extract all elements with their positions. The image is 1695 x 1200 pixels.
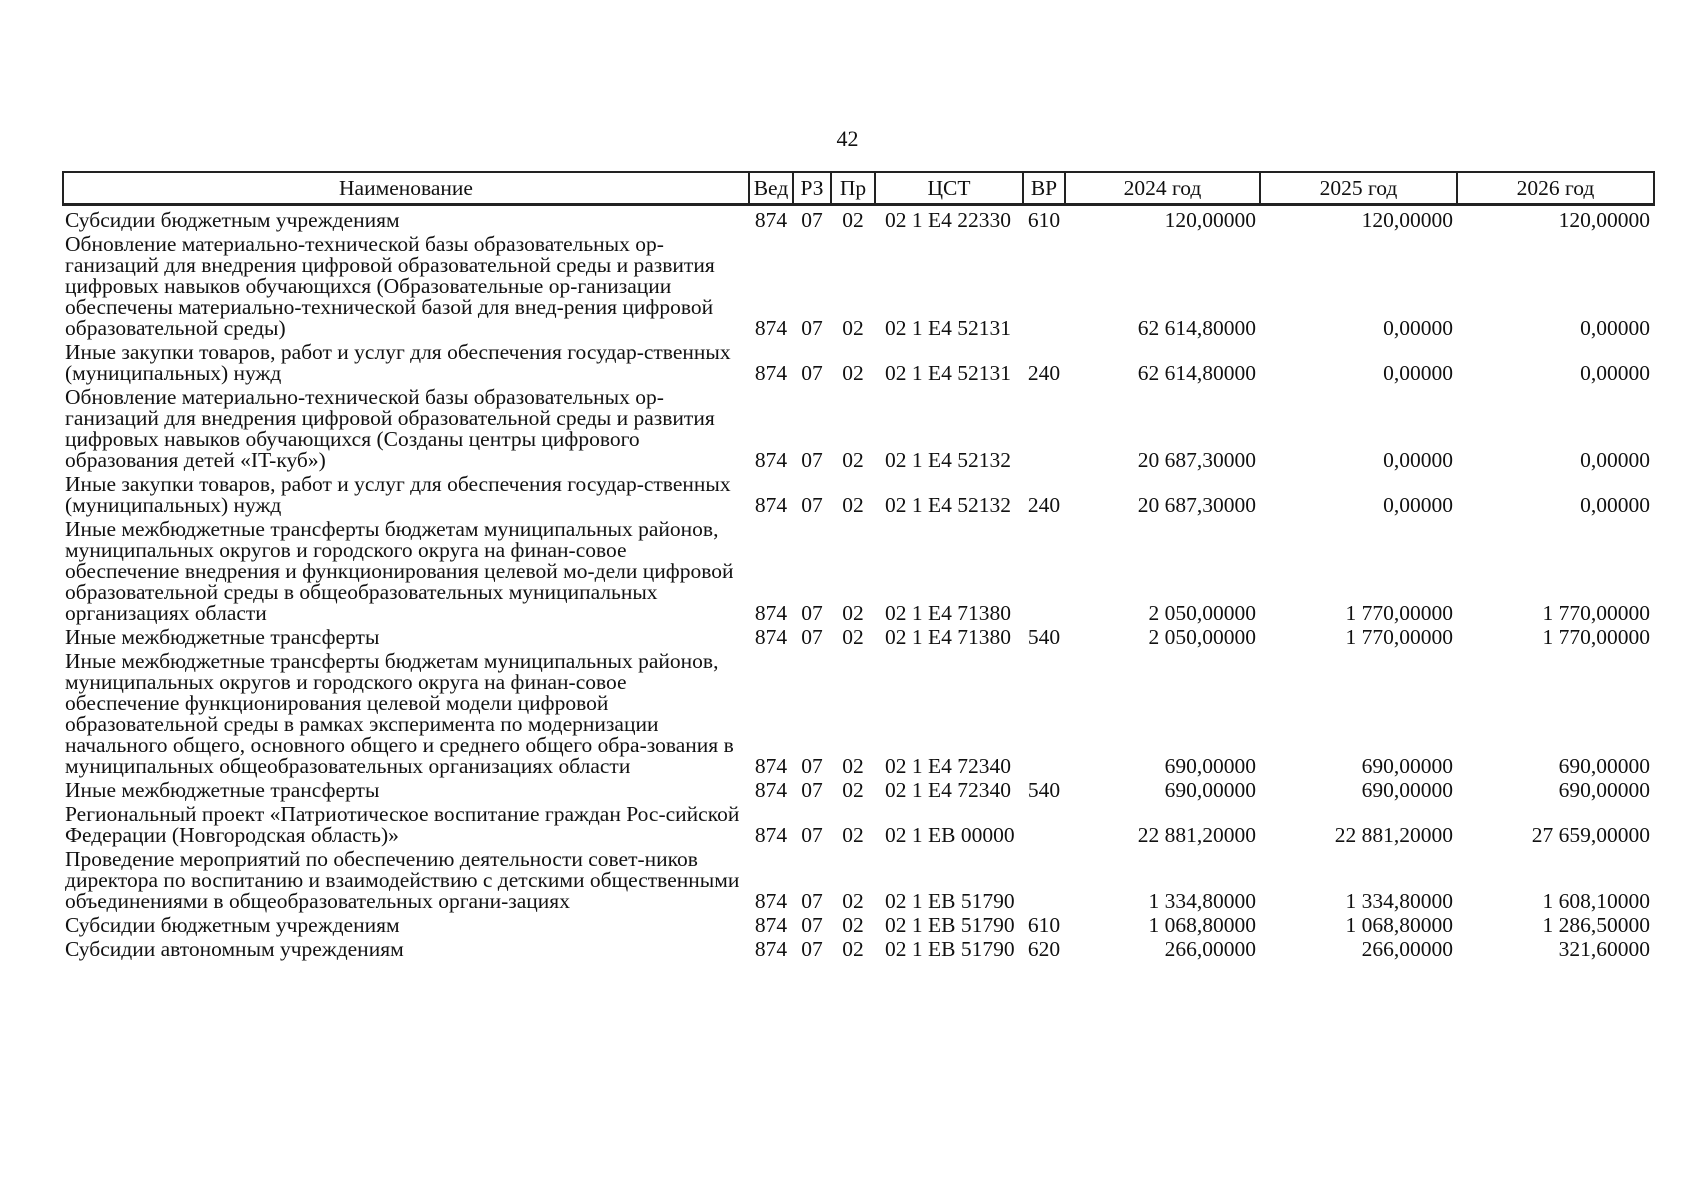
cell-cst: 02 1 ЕВ 51790	[885, 889, 1015, 913]
cell-name: Субсидии бюджетным учреждениям	[65, 913, 400, 937]
cell-ved: 874	[754, 937, 788, 961]
cell-cst: 02 1 Е4 52132	[885, 448, 1012, 472]
cell-2025: 22 881,20000	[1334, 823, 1453, 847]
cell-rz: 07	[801, 754, 823, 778]
cell-2024: 62 614,80000	[1137, 361, 1256, 385]
cell-2024: 2 050,00000	[1148, 625, 1256, 649]
cell-2024: 1 334,80000	[1148, 889, 1256, 913]
table-row	[63, 779, 1654, 803]
cell-vr: 540	[1027, 778, 1061, 802]
budget-table	[62, 171, 1655, 962]
cell-2025: 120,00000	[1361, 208, 1453, 232]
cell-vr	[1023, 518, 1065, 626]
cell-vr: 240	[1027, 361, 1061, 385]
cell-2024: 62 614,80000	[1137, 316, 1256, 340]
cell-2025: 1 770,00000	[1345, 601, 1453, 625]
cell-2026: 0,00000	[1580, 493, 1650, 517]
cell-cst: 02 1 Е4 72340	[885, 778, 1012, 802]
cell-name: Субсидии автономным учреждениям	[65, 937, 404, 961]
cell-vr	[1023, 650, 1065, 779]
cell-2026: 690,00000	[1558, 754, 1650, 778]
cell-ved: 874	[754, 316, 788, 340]
cell-cst: 02 1 Е4 72340	[885, 754, 1012, 778]
cell-2025: 266,00000	[1361, 937, 1453, 961]
table-row	[63, 803, 1654, 848]
header-2025: 2025 год	[1260, 172, 1457, 205]
cell-ved: 874	[754, 625, 788, 649]
cell-2026: 321,60000	[1558, 937, 1650, 961]
cell-vr	[1023, 803, 1065, 848]
cell-2026: 120,00000	[1558, 208, 1650, 232]
header-name: Наименование	[63, 172, 749, 205]
cell-2026: 0,00000	[1580, 361, 1650, 385]
cell-2024: 690,00000	[1164, 754, 1256, 778]
cell-2025: 0,00000	[1383, 316, 1453, 340]
cell-name: Иные межбюджетные трансферты	[65, 625, 380, 649]
cell-name: Иные закупки товаров, работ и услуг для обеспечения государ-ственных (муниципальных) нужд	[65, 340, 731, 385]
cell-ved: 874	[754, 913, 788, 937]
cell-2025: 1 068,80000	[1345, 913, 1453, 937]
cell-2024: 20 687,30000	[1137, 448, 1256, 472]
table-row	[63, 205, 1654, 234]
cell-2026: 1 286,50000	[1542, 913, 1650, 937]
cell-2025: 1 334,80000	[1345, 889, 1453, 913]
cell-rz: 07	[801, 913, 823, 937]
cell-cst: 02 1 ЕВ 51790	[885, 937, 1015, 961]
cell-name: Иные межбюджетные трансферты бюджетам муниципальных районов, муниципальных округов и городского округа на финан-совое обеспечение внедрения и функционирования целевой мо-дели цифровой образовательной среды в общеобразовательных муниципальных организациях области	[65, 517, 734, 625]
cell-2024: 1 068,80000	[1148, 913, 1256, 937]
cell-rz: 07	[801, 448, 823, 472]
cell-cst: 02 1 ЕВ 00000	[885, 823, 1015, 847]
cell-pr: 02	[842, 625, 864, 649]
cell-name: Обновление материально-технической базы образовательных ор-ганизаций для внедрения цифровой образовательной среды и развития цифровых навыков обучающихся (Созданы центры цифрового образования детей «IT-куб»)	[65, 385, 715, 472]
table-row	[63, 848, 1654, 914]
cell-cst: 02 1 Е4 52131	[885, 316, 1012, 340]
cell-rz: 07	[801, 208, 823, 232]
cell-pr: 02	[842, 208, 864, 232]
table-body	[63, 205, 1654, 963]
cell-2025: 1 770,00000	[1345, 625, 1453, 649]
cell-vr: 620	[1027, 937, 1061, 961]
table-header-row	[63, 172, 1654, 205]
cell-cst: 02 1 Е4 52132	[885, 493, 1012, 517]
cell-pr: 02	[842, 601, 864, 625]
cell-ved: 874	[754, 823, 788, 847]
cell-2024: 120,00000	[1164, 208, 1256, 232]
cell-name: Иные межбюджетные трансферты	[65, 778, 380, 802]
cell-rz: 07	[801, 493, 823, 517]
cell-2026: 690,00000	[1558, 778, 1650, 802]
cell-2026: 1 770,00000	[1542, 625, 1650, 649]
cell-vr: 610	[1027, 208, 1061, 232]
page-number: 42	[836, 126, 859, 151]
table-row	[63, 938, 1654, 962]
header-rz: РЗ	[793, 172, 831, 205]
cell-2026: 0,00000	[1580, 448, 1650, 472]
cell-vr	[1023, 848, 1065, 914]
cell-pr: 02	[842, 823, 864, 847]
table-row	[63, 626, 1654, 650]
cell-name: Региональный проект «Патриотическое воспитание граждан Рос-сийской Федерации (Новгородская область)»	[65, 802, 740, 847]
cell-ved: 874	[754, 754, 788, 778]
cell-name: Субсидии бюджетным учреждениям	[65, 208, 400, 232]
table-row	[63, 518, 1654, 626]
header-2026: 2026 год	[1457, 172, 1654, 205]
cell-pr: 02	[842, 889, 864, 913]
cell-name: Обновление материально-технической базы образовательных ор-ганизаций для внедрения цифровой образовательной среды и развития цифровых навыков обучающихся (Образовательные ор-ганизации обеспечены материально-технической базой для внед-рения цифровой образовательной среды)	[65, 232, 715, 340]
table-row	[63, 473, 1654, 518]
cell-2026: 1 770,00000	[1542, 601, 1650, 625]
cell-pr: 02	[842, 316, 864, 340]
cell-ved: 874	[754, 208, 788, 232]
cell-rz: 07	[801, 937, 823, 961]
cell-vr	[1023, 386, 1065, 473]
cell-pr: 02	[842, 778, 864, 802]
cell-ved: 874	[754, 448, 788, 472]
cell-cst: 02 1 Е4 22330	[885, 208, 1012, 232]
cell-pr: 02	[842, 937, 864, 961]
cell-2024: 20 687,30000	[1137, 493, 1256, 517]
cell-2025: 690,00000	[1361, 754, 1453, 778]
table-row	[63, 650, 1654, 779]
cell-pr: 02	[842, 913, 864, 937]
table-row	[63, 386, 1654, 473]
cell-vr	[1023, 233, 1065, 341]
header-pr: Пр	[831, 172, 875, 205]
cell-2026: 27 659,00000	[1531, 823, 1650, 847]
cell-name: Проведение мероприятий по обеспечению деятельности совет-ников директора по воспитанию и взаимодействию с детскими общественными объединениями в общеобразовательных органи-зациях	[65, 847, 740, 913]
cell-2025: 690,00000	[1361, 778, 1453, 802]
cell-pr: 02	[842, 493, 864, 517]
cell-ved: 874	[754, 601, 788, 625]
cell-pr: 02	[842, 448, 864, 472]
cell-rz: 07	[801, 889, 823, 913]
cell-rz: 07	[801, 778, 823, 802]
cell-vr: 540	[1027, 625, 1061, 649]
cell-cst: 02 1 Е4 71380	[885, 601, 1012, 625]
cell-ved: 874	[754, 889, 788, 913]
table-row	[63, 914, 1654, 938]
cell-vr: 610	[1027, 913, 1061, 937]
cell-2026: 0,00000	[1580, 316, 1650, 340]
cell-2025: 0,00000	[1383, 448, 1453, 472]
cell-ved: 874	[754, 361, 788, 385]
cell-rz: 07	[801, 361, 823, 385]
cell-name: Иные межбюджетные трансферты бюджетам муниципальных районов, муниципальных округов и городского округа на финан-совое обеспечение функционирования целевой модели цифровой образовательной среды в рамках эксперимента по модернизации начального общего, основного общего и среднего общего обра-зования в муниципальных общеобразовательных организациях области	[65, 649, 734, 778]
cell-ved: 874	[754, 493, 788, 517]
cell-pr: 02	[842, 754, 864, 778]
cell-2024: 266,00000	[1164, 937, 1256, 961]
header-ved: Вед	[749, 172, 793, 205]
cell-vr: 240	[1027, 493, 1061, 517]
table-row	[63, 341, 1654, 386]
cell-rz: 07	[801, 316, 823, 340]
cell-cst: 02 1 ЕВ 51790	[885, 913, 1015, 937]
cell-rz: 07	[801, 823, 823, 847]
cell-cst: 02 1 Е4 71380	[885, 625, 1012, 649]
cell-cst: 02 1 Е4 52131	[885, 361, 1012, 385]
cell-2025: 0,00000	[1383, 493, 1453, 517]
cell-pr: 02	[842, 361, 864, 385]
cell-2025: 0,00000	[1383, 361, 1453, 385]
cell-rz: 07	[801, 625, 823, 649]
table-row	[63, 233, 1654, 341]
header-vr: ВР	[1023, 172, 1065, 205]
cell-2026: 1 608,10000	[1542, 889, 1650, 913]
cell-rz: 07	[801, 601, 823, 625]
header-cst: ЦСТ	[875, 172, 1023, 205]
cell-2024: 2 050,00000	[1148, 601, 1256, 625]
cell-ved: 874	[754, 778, 788, 802]
cell-name: Иные закупки товаров, работ и услуг для обеспечения государ-ственных (муниципальных) нужд	[65, 472, 731, 517]
cell-2024: 690,00000	[1164, 778, 1256, 802]
cell-2024: 22 881,20000	[1137, 823, 1256, 847]
header-2024: 2024 год	[1065, 172, 1260, 205]
